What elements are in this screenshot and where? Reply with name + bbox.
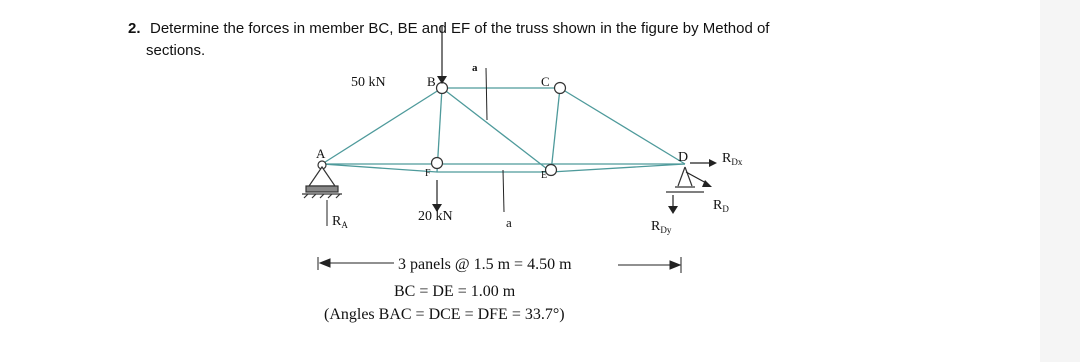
load-label-20kN: 20 kN xyxy=(418,209,453,224)
member-ED xyxy=(551,164,685,172)
caption-lengths: BC = DE = 1.00 m xyxy=(394,283,516,300)
reaction-label-RA: $R_A$ xyxy=(332,214,348,230)
member-CD xyxy=(560,88,685,164)
reaction-arrow-RDy xyxy=(668,195,678,214)
section-label-top: a xyxy=(472,62,478,74)
node-label-D: D xyxy=(678,150,689,165)
joint-C xyxy=(555,83,566,94)
node-label-A: A xyxy=(316,146,326,161)
pin-support-A xyxy=(302,167,342,198)
node-label-C: C xyxy=(541,74,550,89)
joint-E xyxy=(546,165,557,176)
member-CE xyxy=(551,88,560,172)
reaction-label-RD: $R_D$ xyxy=(713,198,729,214)
load-arrow-50kN xyxy=(437,26,447,84)
node-label-B: B xyxy=(427,74,436,89)
section-line-a-a xyxy=(486,68,504,212)
truss-members xyxy=(322,88,685,172)
reaction-label-RDy: $R_{Dy}$ xyxy=(651,219,672,235)
question-number: 2. xyxy=(128,20,141,37)
member-AB xyxy=(322,88,442,164)
member-BE xyxy=(442,88,551,172)
reaction-label-RDx: $R_{Dx}$ xyxy=(722,151,743,167)
member-AF xyxy=(322,164,437,172)
node-label-E: E xyxy=(541,170,548,181)
load-arrow-20kN xyxy=(432,180,442,212)
caption-dimension: 3 panels @ 1.5 m = 4.50 m xyxy=(398,256,572,273)
caption-angles: (Angles BAC = DCE = DFE = 33.7°) xyxy=(324,306,565,323)
section-label-bottom: a xyxy=(506,215,512,230)
reaction-arrow-RDx xyxy=(690,159,717,167)
question-text-line-1: Determine the forces in member BC, BE and EF of the truss shown in the figure by Method of xyxy=(150,20,770,37)
load-label-50kN: 50 kN xyxy=(351,75,386,90)
joint-B xyxy=(437,83,448,94)
joint-F xyxy=(432,158,443,169)
node-label-F: F xyxy=(425,168,431,179)
question-text-line-2: sections. xyxy=(146,42,206,59)
roller-support-D xyxy=(666,167,704,192)
